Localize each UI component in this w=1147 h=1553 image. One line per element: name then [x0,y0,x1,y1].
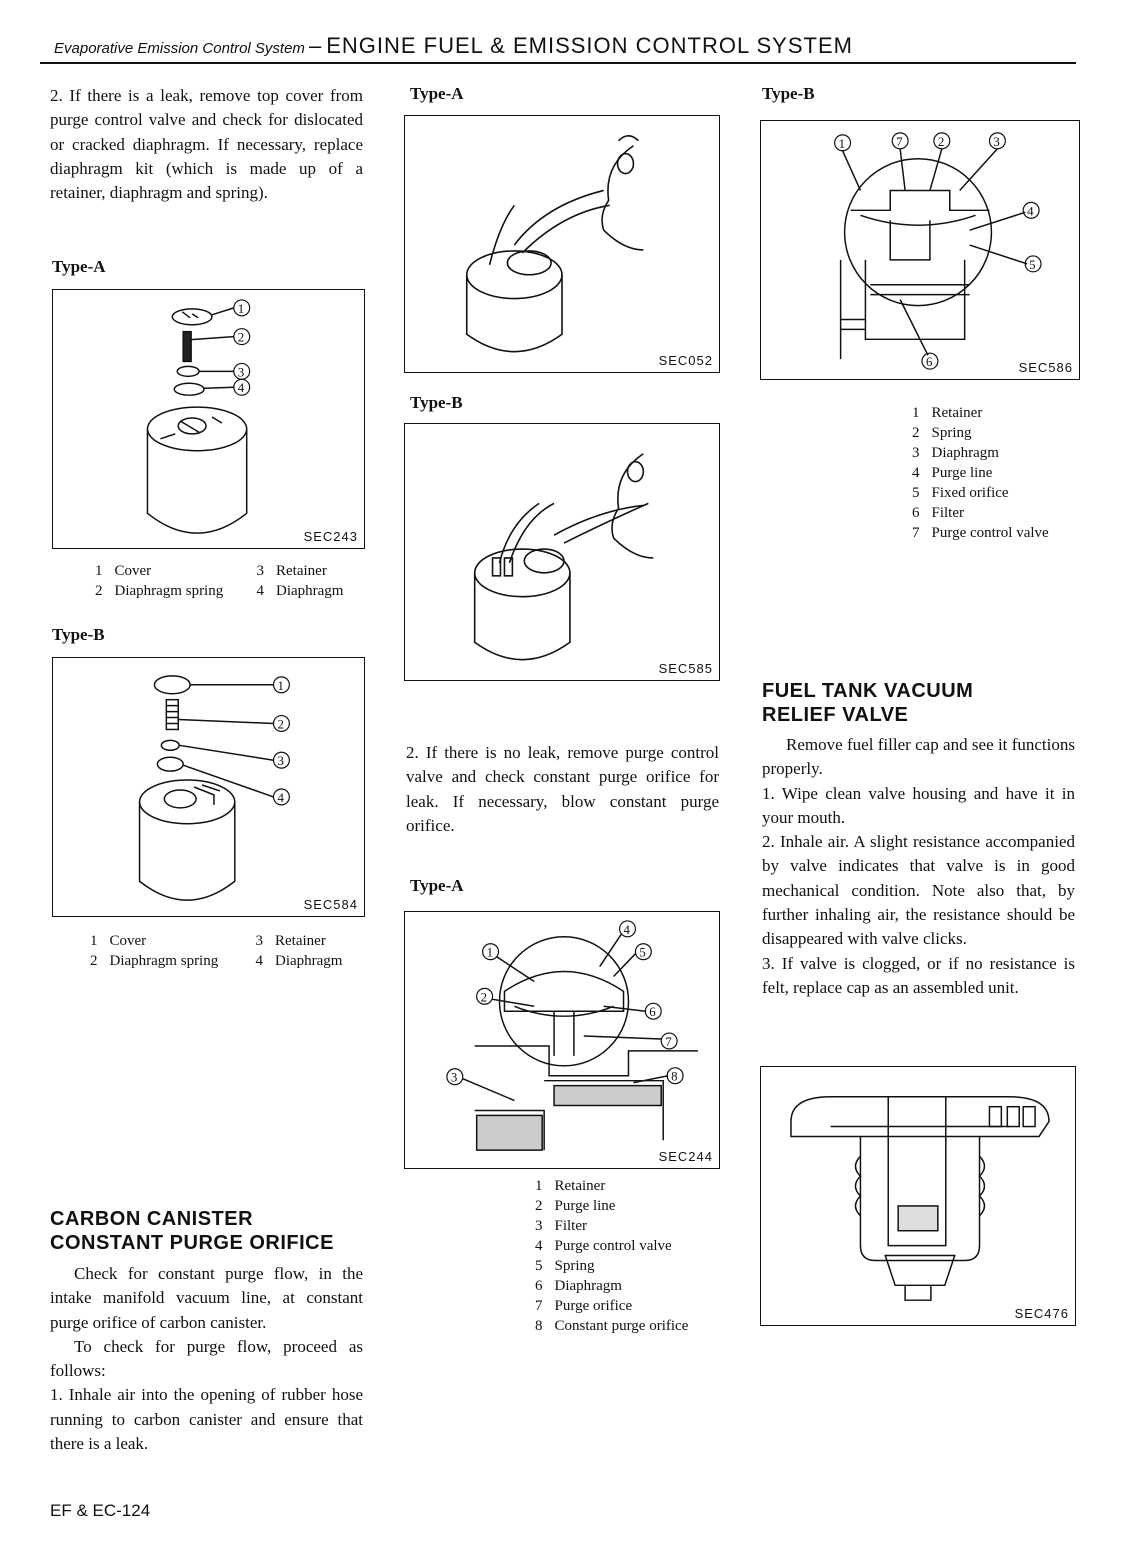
legend-row: 6 Diaphragm [535,1278,622,1294]
header-chapter: ENGINE FUEL & EMISSION CONTROL SYSTEM [326,33,853,58]
header-rule [40,62,1076,64]
fig3-callout-3: 3 [450,1070,458,1085]
col3-para2: 1. Wipe clean valve housing and have it in your mouth. [762,783,1075,827]
col2-typeB-label: Type-B [410,393,463,412]
canister-mouth-diagram [405,116,719,372]
fig3-callout-2: 2 [480,990,488,1005]
figB-callout-4: 4 [277,790,284,805]
col3-para1: Remove fuel filler cap and see it functions properly. [762,735,1075,779]
header-dash: – [308,33,323,58]
legend-row: 6 Filter [912,505,964,521]
col1-typeB-label: Type-B [52,625,105,644]
fig3-callout-6: 6 [649,1005,656,1020]
purge-valve-type-b-diagram [761,121,1079,379]
col1-para2: To check for purge flow, proceed as follows: [50,1336,363,1381]
legend-row: 1 Cover 3 Retainer [90,933,326,949]
figB-callout-3: 3 [277,754,284,769]
col1-body [50,1262,363,1456]
figure-code: SEC584 [303,897,358,912]
col2-step2-text: 2. If there is no leak, remove purge control valve and check constant purge orifice for leak. If necessary, blow constant purge orifice. [406,743,719,835]
col1-para1: Check for constant purge flow, in the intake manifold vacuum line, at constant purge orifice of carbon canister. [50,1264,363,1332]
figure-sec586 [760,120,1080,380]
figB-callout-1: 1 [277,678,284,693]
fig3-callout-1: 1 [486,945,494,960]
figure-code: SEC244 [658,1149,713,1164]
legend-row: 2 Spring [912,425,972,441]
col2-step2 [406,741,719,838]
legend-row: 1 Retainer [912,405,983,421]
figure-sec052 [404,115,720,373]
legend-row: 5 Spring [535,1258,595,1274]
figC-callout-7: 7 [896,134,903,149]
figC-callout-2: 2 [937,134,945,149]
col1-para3: 1. Inhale air into the opening of rubber hose running to carbon canister and ensure that there is a leak. [50,1385,363,1454]
col2-typeA2-label: Type-A [410,876,464,895]
col1-step2 [50,84,363,205]
figure-code: SEC586 [1018,360,1073,375]
legend-row: 1 Retainer [535,1178,606,1194]
figure-code: SEC052 [658,353,713,368]
figC-callout-6: 6 [925,355,933,370]
fig3-callout-7: 7 [665,1034,672,1049]
legend-typeB [90,931,348,971]
legend-col2 [535,1176,694,1336]
legend-row: 4 Purge line [912,465,993,481]
legend-row: 1 Cover 3 Retainer [95,563,327,579]
col1-step2-text: 2. If there is a leak, remove top cover from purge control valve and check for dislocated or cracked diaphragm. If necessary, replace diaphragm kit (which is made up of a retainer, diaphragm and spring). [50,86,363,203]
figA-callout-4: 4 [237,381,245,396]
legend-row: 3 Filter [535,1218,587,1234]
figure-sec476 [760,1066,1076,1326]
legend-row: 7 Purge control valve [912,525,1049,541]
figA-callout-1: 1 [237,301,245,316]
legend-row: 4 Purge control valve [535,1238,672,1254]
section-title-fuel-tank: FUEL TANK VACUUM RELIEF VALVE [762,680,974,726]
figure-sec584 [52,657,365,917]
figA-callout-3: 3 [237,365,245,380]
figure-code: SEC243 [303,529,358,544]
legend-row: 8 Constant purge orifice [535,1318,689,1334]
legend-row: 7 Purge orifice [535,1298,633,1314]
fig3-callout-5: 5 [639,945,646,960]
canister-mouth-diagram-b [405,424,719,680]
figB-callout-2: 2 [277,717,284,732]
legend-row: 2 Diaphragm spring 4 Diaphragm [90,953,343,969]
legend-row: 5 Fixed orifice [912,485,1009,501]
figC-callout-1: 1 [838,136,846,151]
section-title-carbon-canister: CARBON CANISTER CONSTANT PURGE ORIFICE [50,1208,334,1254]
figA-callout-2: 2 [237,330,245,345]
header-section: Evaporative Emission Control System [54,40,305,57]
col2-typeA-label: Type-A [410,84,464,103]
figC-callout-5: 5 [1029,257,1036,272]
figC-callout-3: 3 [993,134,1000,149]
canister-exploded-diagram [53,290,364,548]
figure-sec243 [52,289,365,549]
figure-sec244 [404,911,720,1169]
col3-body [762,733,1075,1000]
filler-cap-section-diagram [761,1067,1075,1325]
col3-para3: 2. Inhale air. A slight resistance accompanied by valve indicates that valve is in good mechanical condition. Note also that, by further inhaling air, the resistance should be disappeared with valve clicks. [762,832,1075,949]
col1-typeA-label: Type-A [52,257,106,276]
legend-typeA [95,561,349,601]
fig3-callout-4: 4 [623,922,630,937]
page-number: EF & EC-124 [50,1501,151,1520]
canister-exploded-diagram-b [53,658,364,916]
legend-col3 [912,403,1055,543]
running-header [54,33,853,59]
purge-valve-section-diagram [405,912,719,1168]
legend-row: 2 Diaphragm spring 4 Diaphragm [95,583,344,599]
fig3-callout-8: 8 [671,1069,678,1084]
legend-row: 3 Diaphragm [912,445,999,461]
figC-callout-4: 4 [1027,204,1034,219]
col3-typeB-label: Type-B [762,84,815,103]
figure-sec585 [404,423,720,681]
figure-code: SEC476 [1014,1306,1069,1321]
figure-code: SEC585 [658,661,713,676]
legend-row: 2 Purge line [535,1198,616,1214]
col3-para4: 3. If valve is clogged, or if no resistance is felt, replace cap as an assembled unit. [762,953,1075,997]
